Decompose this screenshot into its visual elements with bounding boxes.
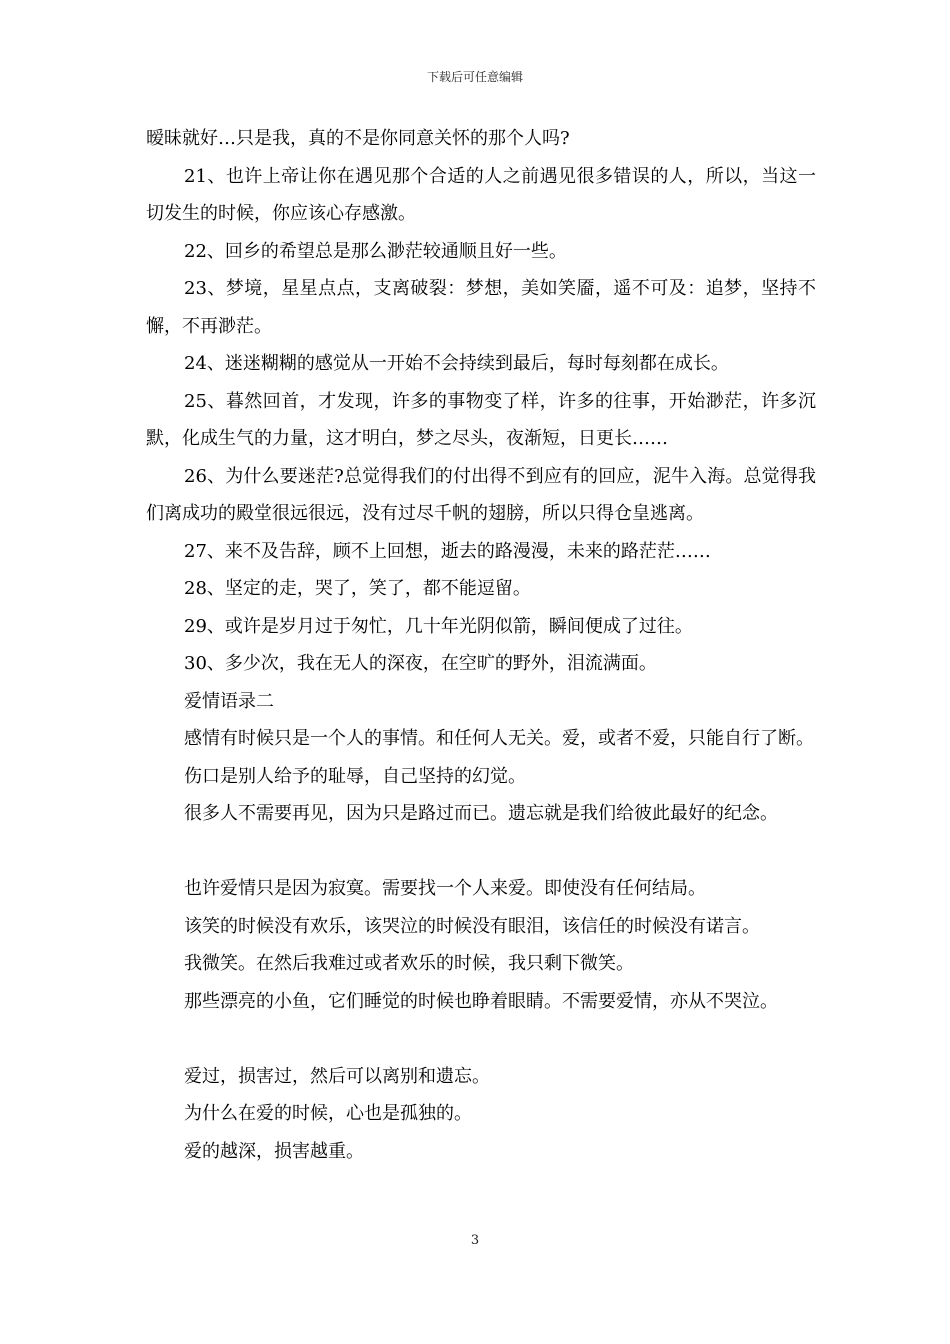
quote-paragraph: 为什么在爱的时候，心也是孤独的。 (184, 1103, 472, 1124)
quote-paragraph: 很多人不需要再见，因为只是路过而已。遗忘就是我们给彼此最好的纪念。 (184, 803, 778, 824)
paragraph-26: 26、为什么要迷茫?总觉得我们的付出得不到应有的回应，泥牛入海。总觉得我们离成功的殿堂很远很远，没有过尽千帆的翅膀，所以只得仓皇逃离。 (146, 465, 816, 524)
paragraph-23: 23、梦境，星星点点，支离破裂：梦想，美如笑靥，遥不可及：追梦，坚持不懈，不再渺茫。 (146, 278, 816, 337)
quote-paragraph: 该笑的时候没有欢乐，该哭泣的时候没有眼泪，该信任的时候没有诺言。 (184, 915, 760, 937)
paragraph-27: 27、来不及告辞，顾不上回想，逝去的路漫漫，未来的路茫茫…… (184, 540, 711, 562)
quote-paragraph: 爱过，损害过，然后可以离别和遗忘。 (184, 1065, 490, 1087)
paragraph-continuation: 暧昧就好…只是我，真的不是你同意关怀的那个人吗? (146, 128, 570, 149)
page-number: 3 (470, 1233, 480, 1248)
page-header: 下载后可任意编辑 (426, 70, 523, 84)
paragraph-25: 25、暮然回首，才发现，许多的事物变了样，许多的往事，开始渺茫，许多沉默，化成生气的力量，这才明白，梦之尽头，夜渐短，日更长…… (146, 390, 816, 449)
quote-paragraph: 也许爱情只是因为寂寞。需要找一个人来爱。即使没有任何结局。 (184, 878, 706, 899)
section-heading: 爱情语录二 (184, 690, 274, 712)
quote-paragraph: 我微笑。在然后我难过或者欢乐的时候，我只剩下微笑。 (184, 953, 634, 974)
paragraph-28: 28、坚定的走，哭了，笑了，都不能逗留。 (184, 578, 531, 599)
quote-paragraph: 那些漂亮的小鱼，它们睡觉的时候也睁着眼睛。不需要爱情，亦从不哭泣。 (184, 990, 778, 1012)
blank-line (146, 833, 816, 871)
blank-line (146, 1020, 816, 1058)
paragraph-29: 29、或许是岁月过于匆忙，几十年光阴似箭，瞬间便成了过往。 (184, 615, 693, 637)
quote-paragraph: 感情有时候只是一个人的事情。和任何人无关。爱，或者不爱，只能自行了断。 (184, 728, 814, 749)
paragraph-22: 22、回乡的希望总是那么渺茫较通顺且好一些。 (184, 240, 567, 262)
quote-paragraph: 爱的越深，损害越重。 (184, 1140, 364, 1162)
paragraph-21: 21、也许上帝让你在遇见那个合适的人之前遇见很多错误的人，所以，当这一切发生的时候，你应该心存感激。 (146, 165, 816, 224)
quote-paragraph: 伤口是别人给予的耻辱，自己坚持的幻觉。 (184, 765, 526, 787)
paragraph-24: 24、迷迷糊糊的感觉从一开始不会持续到最后，每时每刻都在成长。 (184, 353, 729, 374)
document-body (146, 120, 816, 1170)
paragraph-30: 30、多少次，我在无人的深夜，在空旷的野外，泪流满面。 (184, 653, 657, 674)
